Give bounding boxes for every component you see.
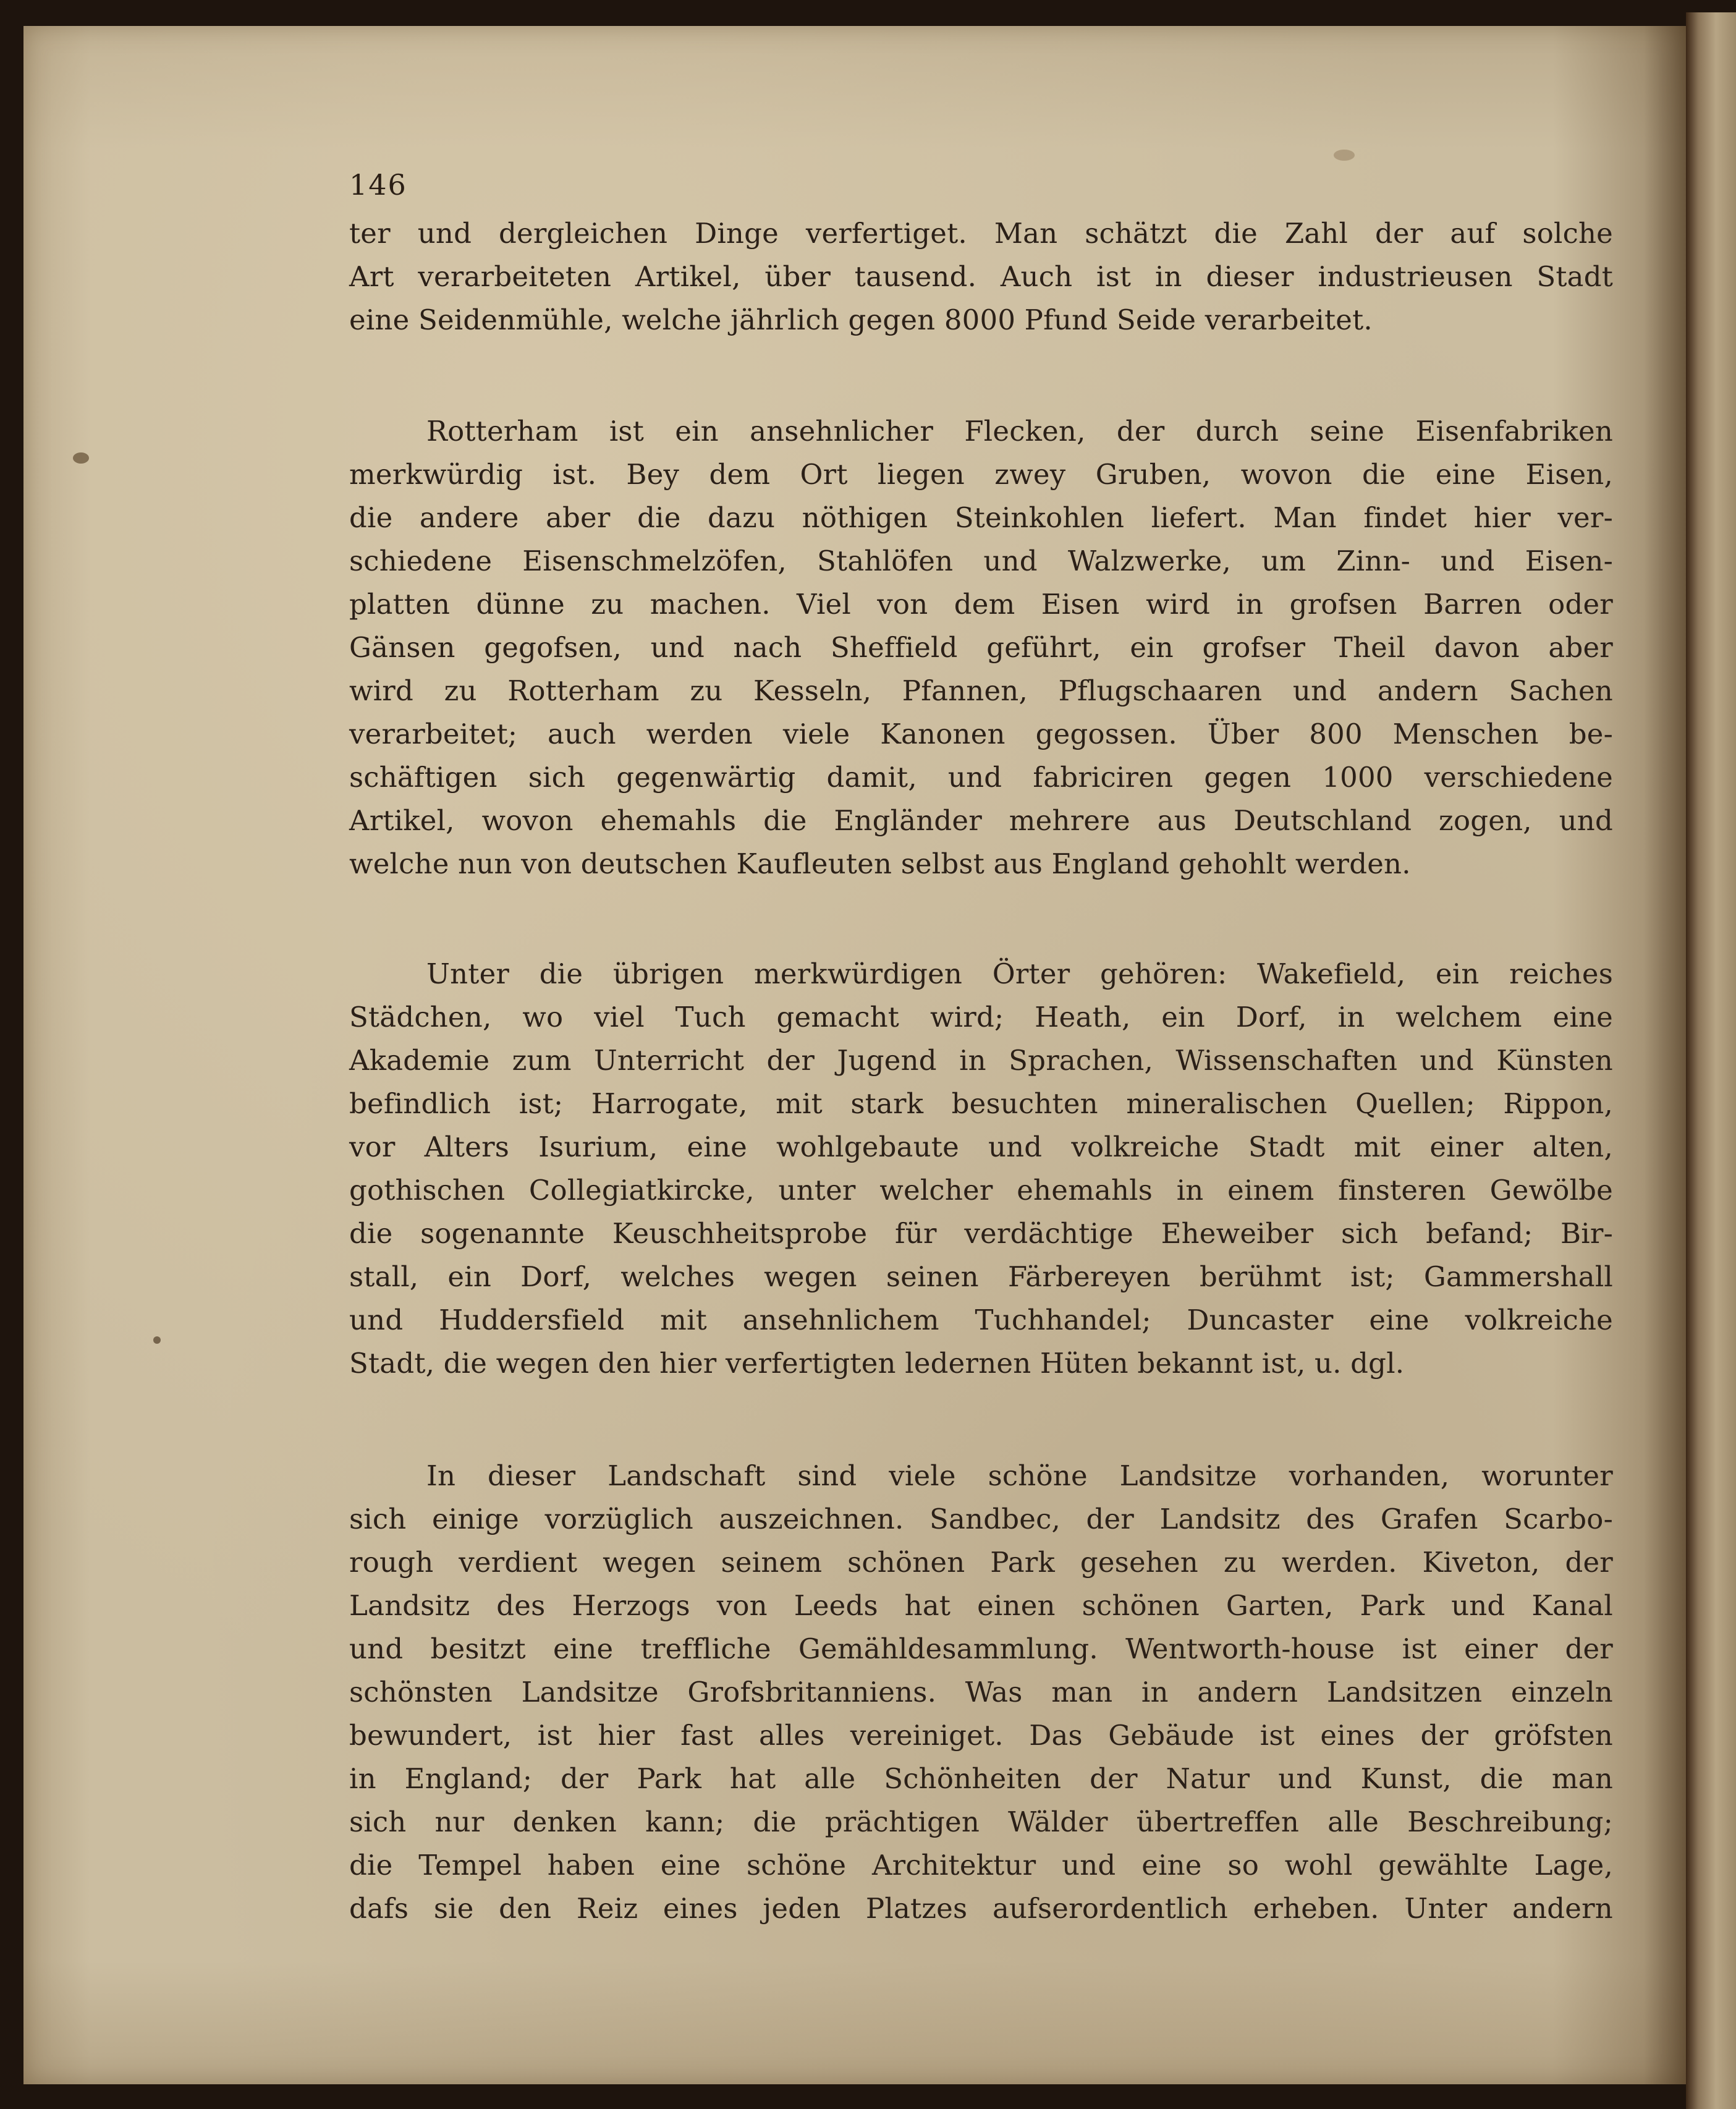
text-line: Städchen, wo viel Tuch gemacht wird; Heath, ein Dorf, in welchem eine (349, 1001, 1613, 1033)
text-line: die andere aber die dazu nöthigen Steinkohlen liefert. Man findet hier ver- (349, 501, 1613, 534)
text-line: in England; der Park hat alle Schönheiten der Natur und Kunst, die man (349, 1762, 1613, 1795)
text-line: Unter die übrigen merkwürdigen Örter gehören: Wakefield, ein reiches (426, 957, 1613, 990)
text-line: wird zu Rotterham zu Kesseln, Pfannen, Pflugschaaren und andern Sachen (349, 674, 1613, 707)
paper-stain (73, 452, 89, 464)
text-line: schäftigen sich gegenwärtig damit, und fabriciren gegen 1000 verschiedene (349, 761, 1613, 794)
paper-stain (153, 1336, 161, 1344)
paragraph-2 (349, 410, 1613, 886)
paragraph-gap (349, 342, 1613, 410)
text-line: Stadt, die wegen den hier verfertigten ledernen Hüten bekannt ist, u. dgl. (349, 1347, 1405, 1380)
text-line: Rotterham ist ein ansehnlicher Flecken, der durch seine Eisenfabriken (426, 415, 1613, 448)
text-line: Art verarbeiteten Artikel, über tausend. Auch ist in dieser industrieusen Stadt (349, 260, 1613, 293)
text-line: ter und dergleichen Dinge verfertiget. Man schätzt die Zahl der auf solche (349, 217, 1613, 250)
text-line: verarbeitet; auch werden viele Kanonen gegossen. Über 800 Menschen be- (349, 718, 1613, 750)
text-line: platten dünne zu machen. Viel von dem Eisen wird in grofsen Barren oder (349, 588, 1613, 621)
text-line: Artikel, wovon ehemahls die Engländer mehrere aus Deutschland zogen, und (349, 804, 1613, 837)
text-line: stall, ein Dorf, welches wegen seinen Färbereyen berühmt ist; Gammershall (349, 1260, 1613, 1293)
text-line: merkwürdig ist. Bey dem Ort liegen zwey Gruben, wovon die eine Eisen, (349, 458, 1613, 491)
body-text (349, 212, 1613, 1930)
text-line: Landsitz des Herzogs von Leeds hat einen schönen Garten, Park und Kanal (349, 1589, 1613, 1622)
text-line: Akademie zum Unterricht der Jugend in Sprachen, Wissenschaften und Künsten (349, 1044, 1613, 1077)
text-line: befindlich ist; Harrogate, mit stark besuchten mineralischen Quellen; Rippon, (349, 1087, 1613, 1120)
text-line: rough verdient wegen seinem schönen Park gesehen zu werden. Kiveton, der (349, 1546, 1613, 1579)
text-line: schiedene Eisenschmelzöfen, Stahlöfen und Walzwerke, um Zinn- und Eisen- (349, 545, 1613, 577)
text-line: und Huddersfield mit ansehnlichem Tuchhandel; Duncaster eine volkreiche (349, 1304, 1613, 1336)
text-line: eine Seidenmühle, welche jährlich gegen 8000 Pfund Seide verarbeitet. (349, 303, 1373, 336)
facing-page-edge (1686, 12, 1736, 2109)
text-line: gothischen Collegiatkircke, unter welcher ehemahls in einem finsteren Gewölbe (349, 1174, 1613, 1207)
spine-shadow (1644, 26, 1686, 2084)
text-line: sich einige vorzüglich auszeichnen. Sandbec, der Landsitz des Grafen Scarbo- (349, 1503, 1613, 1535)
text-line: sich nur denken kann; die prächtigen Wälder übertreffen alle Beschreibung; (349, 1806, 1613, 1838)
text-line: die sogenannte Keuschheitsprobe für verdächtige Eheweiber sich befand; Bir- (349, 1217, 1613, 1250)
text-line: In dieser Landschaft sind viele schöne Landsitze vorhanden, worunter (426, 1459, 1613, 1492)
text-line: dafs sie den Reiz eines jeden Platzes aufserordentlich erheben. Unter andern (349, 1892, 1613, 1925)
paragraph-4 (349, 1454, 1613, 1930)
text-line: bewundert, ist hier fast alles vereiniget. Das Gebäude ist eines der gröfsten (349, 1719, 1613, 1752)
text-line: die Tempel haben eine schöne Architektur und eine so wohl gewählte Lage, (349, 1849, 1613, 1882)
paragraph-gap (349, 886, 1613, 953)
text-line: Gänsen gegofsen, und nach Sheffield geführt, ein grofser Theil davon aber (349, 631, 1613, 664)
text-line: und besitzt eine treffliche Gemähldesammlung. Wentworth-house ist einer der (349, 1632, 1613, 1665)
paragraph-3 (349, 953, 1613, 1385)
text-line: schönsten Landsitze Grofsbritanniens. Was man in andern Landsitzen einzeln (349, 1676, 1613, 1708)
paragraph-gap (349, 1385, 1613, 1454)
paper-stain (1334, 150, 1355, 161)
text-line: vor Alters Isurium, eine wohlgebaute und volkreiche Stadt mit einer alten, (349, 1131, 1613, 1163)
page-number: 146 (349, 168, 407, 202)
paragraph-1 (349, 212, 1613, 342)
text-line: welche nun von deutschen Kaufleuten selbst aus England gehohlt werden. (349, 847, 1411, 880)
